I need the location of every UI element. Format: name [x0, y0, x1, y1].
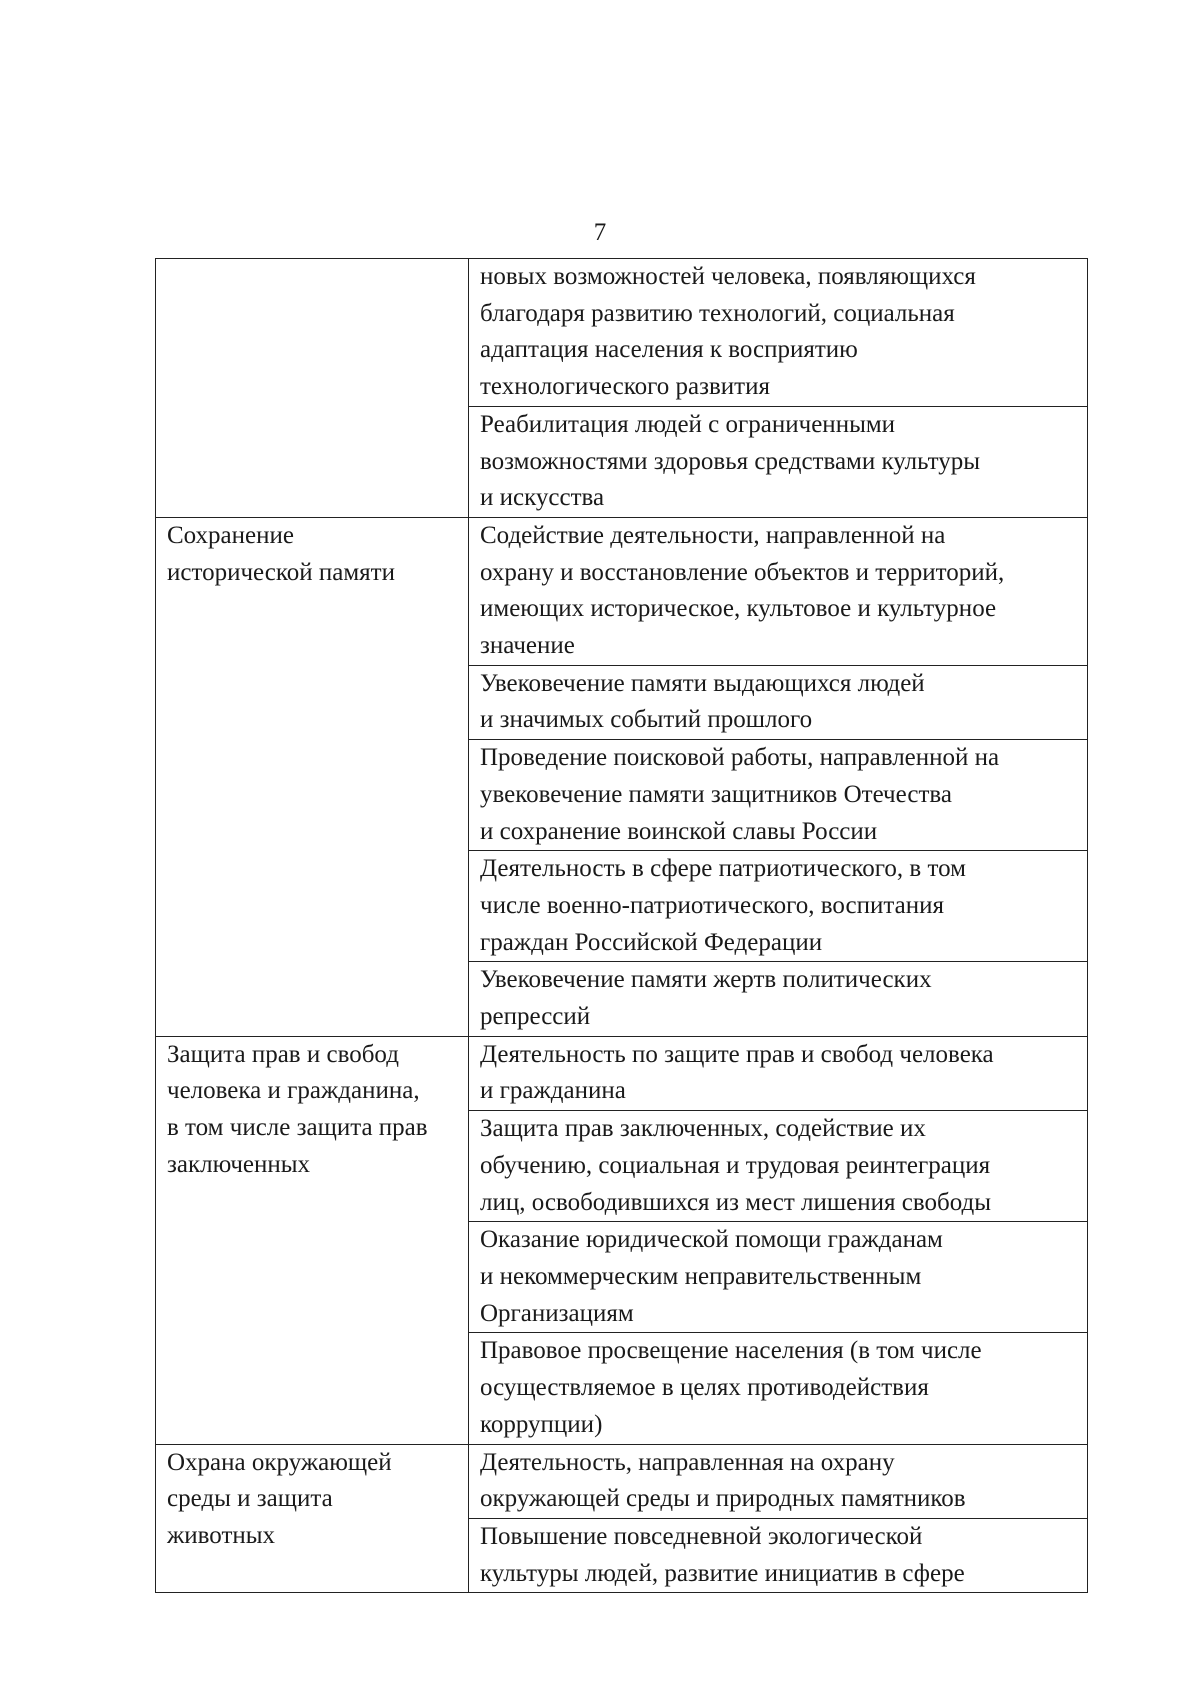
category-cell [156, 1036, 469, 1444]
activity-line: увековечение памяти защитников Отечества [480, 780, 952, 808]
category-line: Защита прав и свобод [167, 1040, 399, 1068]
activity-line: и значимых событий прошлого [480, 706, 813, 734]
activities-table [155, 258, 1088, 1593]
activity-line: благодаря развитию технологий, социальная [480, 299, 955, 327]
table-row [156, 1444, 1088, 1518]
category-line: в том числе защита прав [167, 1114, 428, 1142]
activity-cell [469, 962, 1088, 1036]
table-row [156, 1036, 1088, 1110]
activity-line: новых возможностей человека, появляющихся [480, 263, 976, 290]
activity-line: и искусства [480, 484, 605, 512]
category-line: Охрана окружающей [167, 1448, 392, 1476]
category-cell [156, 517, 469, 1036]
table-row [156, 517, 1088, 665]
activity-cell [469, 517, 1088, 665]
activity-cell [469, 740, 1088, 851]
activity-line: культуры людей, развитие инициатив в сфере [480, 1559, 965, 1587]
activity-line: Увековечение памяти жертв политических [480, 966, 932, 994]
activity-line: Увековечение памяти выдающихся людей [480, 669, 925, 697]
activity-line: Деятельность по защите прав и свобод человека [480, 1040, 994, 1068]
page-number: 7 [593, 219, 607, 246]
activity-line: Проведение поисковой работы, направленной на [480, 744, 1000, 772]
category-line: человека и гражданина, [167, 1077, 420, 1105]
activity-cell [469, 259, 1088, 407]
activity-line: и гражданина [480, 1077, 626, 1105]
table-row [156, 259, 1088, 407]
activity-line: адаптация населения к восприятию [480, 336, 858, 364]
activity-cell [469, 1333, 1088, 1444]
category-line: животных [167, 1521, 276, 1549]
category-line: заключенных [167, 1150, 311, 1178]
activity-line: окружающей среды и природных памятников [480, 1485, 966, 1513]
activity-line: охрану и восстановление объектов и территорий, [480, 558, 1005, 586]
activity-line: обучению, социальная и трудовая реинтеграция [480, 1151, 991, 1179]
activity-line: возможностями здоровья средствами культуры [480, 447, 980, 475]
activity-line: коррупции) [480, 1410, 603, 1438]
activity-line: Защита прав заключенных, содействие их [480, 1115, 926, 1143]
activity-cell [469, 1222, 1088, 1333]
category-cell [156, 259, 469, 518]
activity-line: числе военно-патриотического, воспитания [480, 891, 944, 919]
activity-line: Деятельность, направленная на охрану [480, 1448, 895, 1476]
activity-line: репрессий [480, 1003, 591, 1031]
activity-cell [469, 1111, 1088, 1222]
category-line: Сохранение [167, 521, 294, 549]
activity-line: и сохранение воинской славы России [480, 817, 878, 845]
category-line: исторической памяти [167, 558, 395, 586]
activity-line: технологического развития [480, 373, 770, 401]
activity-cell [469, 851, 1088, 962]
activity-cell [469, 665, 1088, 739]
category-cell [156, 1444, 469, 1593]
activity-cell [469, 1444, 1088, 1518]
activity-line: Содействие деятельности, направленной на [480, 521, 946, 549]
activity-cell [469, 1036, 1088, 1110]
activity-cell [469, 406, 1088, 517]
activity-line: имеющих историческое, культовое и культурное [480, 595, 997, 623]
activity-line: лиц, освободившихся из мест лишения свободы [480, 1188, 992, 1216]
activity-cell [469, 1518, 1088, 1592]
activity-line: Реабилитация людей с ограниченными [480, 410, 896, 438]
activity-line: Правовое просвещение населения (в том числе [480, 1337, 982, 1365]
activity-line: Организациям [480, 1299, 634, 1327]
activity-line: Повышение повседневной экологической [480, 1522, 923, 1550]
category-line: среды и защита [167, 1485, 333, 1513]
activity-line: граждан Российской Федерации [480, 928, 823, 956]
activity-line: Оказание юридической помощи гражданам [480, 1226, 943, 1254]
activity-line: и некоммерческим неправительственным [480, 1262, 922, 1290]
activity-line: значение [480, 632, 575, 660]
activity-line: осуществляемое в целях противодействия [480, 1374, 929, 1402]
activity-line: Деятельность в сфере патриотического, в том [480, 855, 966, 883]
